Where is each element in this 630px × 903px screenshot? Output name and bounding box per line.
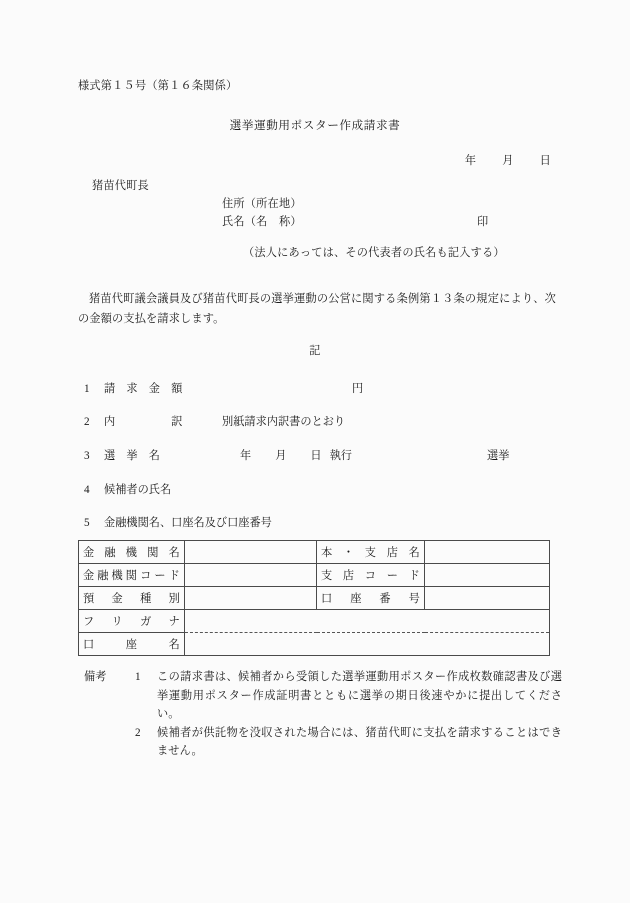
corporate-representative-note: （法人にあっては、その代表者の氏名も記入する） (243, 247, 505, 259)
remark-item (135, 724, 562, 761)
account-name-label: 口 座 名 (79, 633, 185, 656)
item-1-number: 1 (84, 383, 90, 395)
item-2-label: 内 訳 (104, 416, 183, 428)
item-2 (84, 413, 182, 429)
table-row (79, 633, 550, 656)
item-5 (84, 514, 272, 530)
item-3-number: 3 (84, 450, 90, 462)
bank-name-label: 金 融 機 関 名 (79, 541, 185, 564)
remarks-heading: 備考 (84, 671, 107, 683)
bank-name-value[interactable] (185, 541, 317, 564)
item-1 (84, 380, 182, 396)
remark-2-text: 候補者が供託物を没収された場合には、猪苗代町に支払を請求することはできません。 (157, 726, 562, 757)
item-3-date-line (240, 447, 352, 463)
addressee-label: 猪苗代町長 (92, 180, 149, 192)
date-year-label: 年 (464, 155, 477, 167)
furigana-value[interactable] (185, 610, 550, 633)
applicant-address-label: 住所（所在地） (222, 198, 302, 210)
deposit-type-value[interactable] (185, 587, 317, 610)
item-3-election-suffix: 選挙 (487, 450, 510, 462)
item-1-label: 請 求 金 額 (104, 383, 183, 395)
account-number-value[interactable] (425, 587, 550, 610)
seal-mark: 印 (477, 216, 489, 228)
bank-code-label: 金融機関コード (79, 564, 185, 587)
bank-code-value[interactable] (185, 564, 317, 587)
date-month-label: 月 (502, 155, 514, 167)
account-name-value[interactable] (185, 633, 550, 656)
table-row (79, 564, 550, 587)
item-1-unit: 円 (352, 383, 364, 395)
item-3-year-label: 年 (240, 450, 252, 462)
remark-2-number: 2 (135, 726, 141, 739)
remark-item (135, 668, 562, 724)
account-number-label: 口 座 番 号 (317, 587, 425, 610)
item-4 (84, 481, 171, 497)
table-row (79, 587, 550, 610)
item-3-execute-label: 執行 (329, 450, 352, 462)
item-3-label: 選 挙 名 (104, 450, 160, 462)
table-row (79, 610, 550, 633)
remark-1-number: 1 (135, 671, 141, 683)
item-5-number: 5 (84, 517, 90, 529)
branch-name-label: 本 ・ 支 店 名 (317, 541, 425, 564)
item-2-number: 2 (84, 416, 90, 428)
item-4-number: 4 (84, 484, 90, 496)
ki-mark: 記 (309, 345, 321, 357)
item-3-day-label: 日 (310, 450, 322, 462)
document-title: 選挙運動用ポスター作成請求書 (229, 119, 401, 132)
item-5-label: 金融機関名、口座名及び口座番号 (104, 517, 272, 529)
item-3-month-label: 月 (275, 450, 287, 462)
remarks-section (84, 668, 562, 761)
date-line (0, 153, 551, 170)
date-day-label: 日 (539, 155, 551, 167)
table-row (79, 541, 550, 564)
applicant-name-label: 氏名（名 称） (222, 216, 302, 228)
furigana-label: フ リ ガ ナ (79, 610, 185, 633)
branch-name-value[interactable] (425, 541, 550, 564)
branch-code-label: 支 店 コ ー ド (317, 564, 425, 587)
item-4-label: 候補者の氏名 (104, 484, 172, 496)
deposit-type-label: 預 金 種 別 (79, 587, 185, 610)
bank-account-table (78, 540, 550, 656)
branch-code-value[interactable] (425, 564, 550, 587)
form-number: 様式第１５号（第１６条関係） (78, 80, 238, 92)
body-paragraph: 猪苗代町議会議員及び猪苗代町長の選挙運動の公営に関する条例第１３条の規定により、次の金額の支払を請求します。 (78, 293, 556, 325)
remark-1-text: この請求書は、候補者から受領した選挙運動用ポスター作成枚数確認書及び選挙運動用ポスター作成証明書とともに選挙の期日後速やかに提出してください。 (157, 671, 562, 720)
item-2-value: 別紙請求内訳書のとおり (222, 416, 346, 428)
item-3 (84, 447, 160, 463)
